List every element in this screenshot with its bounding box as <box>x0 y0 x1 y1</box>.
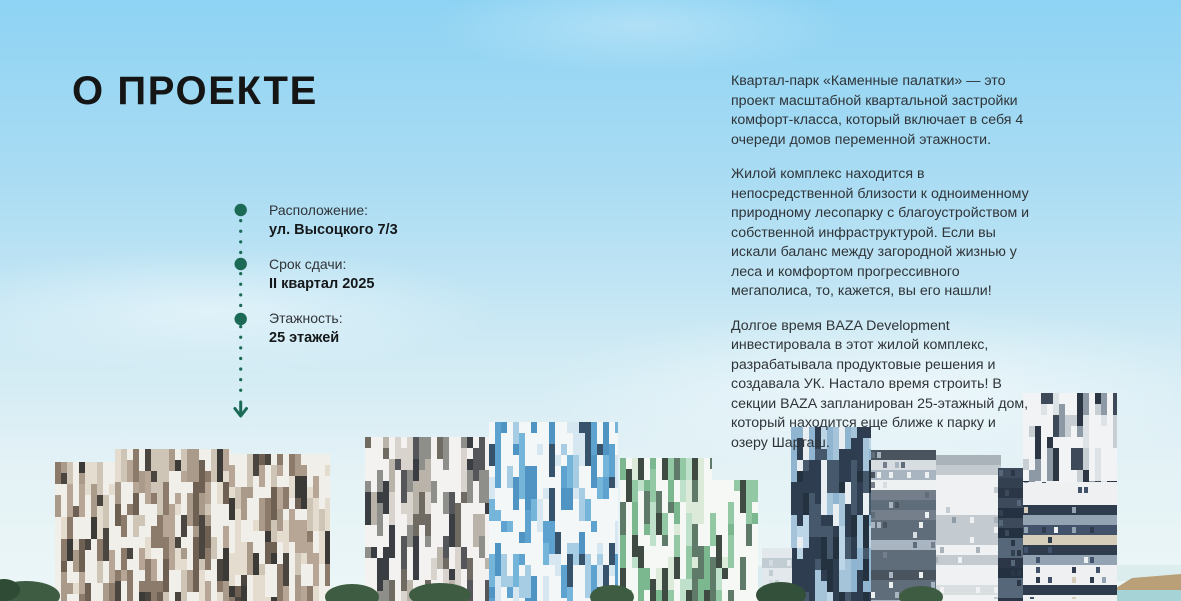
building <box>1023 393 1117 482</box>
fact-location <box>269 201 499 240</box>
fact-deadline <box>269 255 499 294</box>
fact-label: Этажность: <box>269 310 343 326</box>
fact-value: ул. Высоцкого 7/3 <box>269 222 398 238</box>
about-paragraph: Жилой комплекс находится в непосредственной близости к одноименному природному лесопарку с благоустройством и собственной инфраструктурой. Если вы искали баланс между загородной жизнью у леса и комфортом прогрессивного мегаполиса, то, кажется, вы его нашли! <box>731 166 1030 299</box>
building <box>229 454 330 601</box>
building <box>115 449 231 601</box>
timeline-dot <box>235 258 247 270</box>
about-paragraph: Квартал-парк «Каменные палатки» — это проект масштабной квартальной застройки комфорт-класса, который включает в себя 4 очереди домов переменной этажности. <box>731 73 1024 148</box>
building <box>933 455 1001 601</box>
timeline-connector <box>227 196 257 432</box>
fact-label: Срок сдачи: <box>269 256 347 272</box>
fact-value: 25 этажей <box>269 330 340 346</box>
building <box>365 437 490 601</box>
building <box>710 480 758 601</box>
building <box>55 462 117 601</box>
timeline-dot <box>235 313 247 325</box>
building <box>1023 475 1117 601</box>
fact-label: Расположение: <box>269 202 369 218</box>
building <box>489 422 618 601</box>
fact-value: II квартал 2025 <box>269 276 375 292</box>
page-title: О ПРОЕКТЕ <box>72 69 318 113</box>
about-paragraph: Долгое время BAZA Development инвестировала в этот жилой комплекс, разрабатывала продуктовые решения и создавала УК. Настало время строить! В секции BAZA запланирован 25-этажный дом, который находится еще ближе к парку и озеру Шарташ. <box>731 317 1029 451</box>
fact-floors <box>269 309 499 348</box>
about-text <box>731 72 1031 468</box>
building <box>620 458 712 601</box>
timeline-dot <box>235 204 247 216</box>
